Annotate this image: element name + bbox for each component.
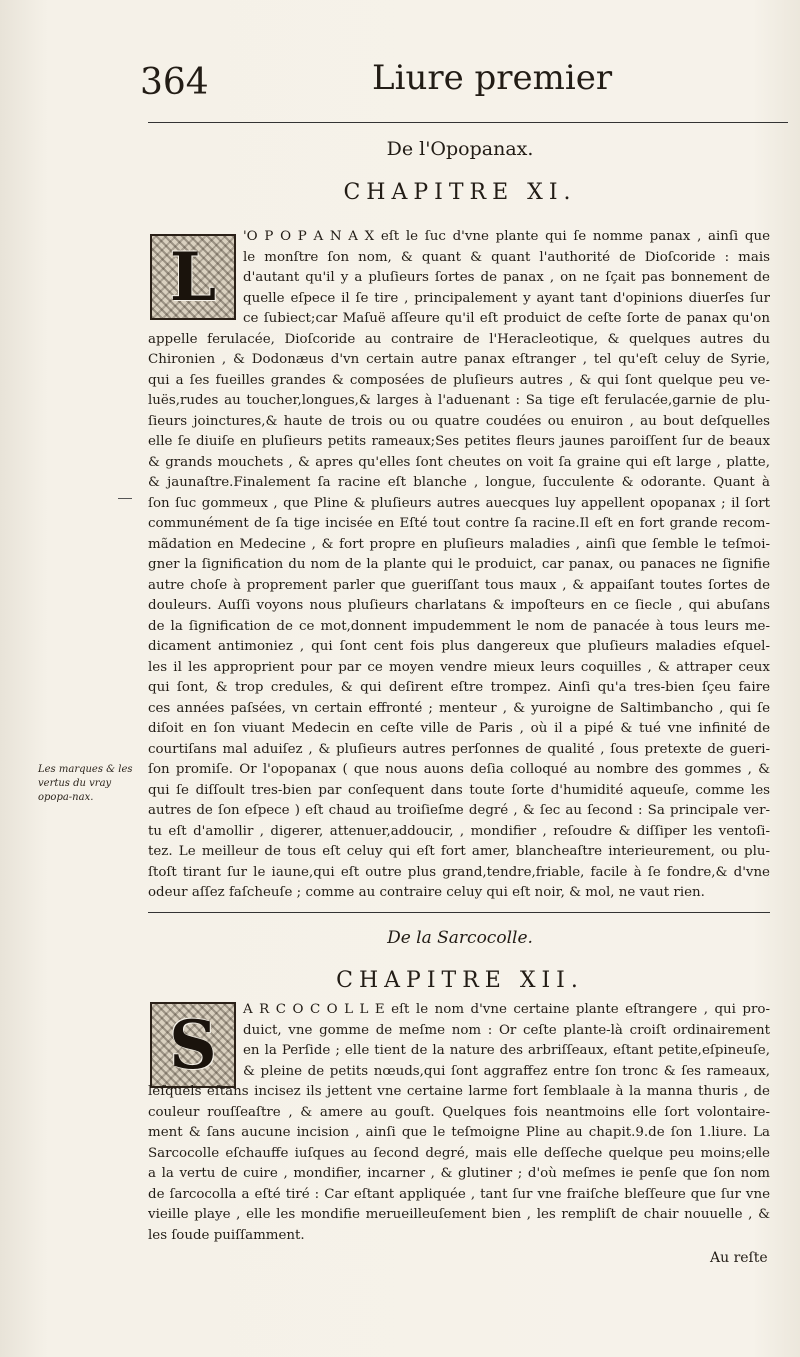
text-line: tu eſt d'amollir , digerer, attenuer,addoucir, , mondifier , reſoudre & diſſiper les ventoſi- [148,823,770,839]
catchword: Au reſte [710,1250,768,1266]
text-line: luës,rudes au toucher,longues,& larges à l'aduenant : Sa tige eſt ferulacée,garnie de plu- [148,393,770,408]
header-rule [148,122,788,123]
text-line: mãdation en Medecine , & fort propre en pluſieurs maladies , ainſi que ſemble le teſmoi- [148,536,770,552]
text-line: d'autant qu'il y a pluſieurs ſortes de panax , on ne ſçait pas bonnement de [243,270,770,285]
text-line: en la Perſide ; elle tient de la nature des arbriſſeaux, eſtant petite,eſpineuſe, [243,1043,770,1058]
text-line: a la vertu de cuire , mondifier, incarner , & glutiner ; d'où meſmes ie penſe que ſon nom [148,1166,770,1181]
text-line: le monſtre ſon nom, & quant & quant l'authorité de Dioſcoride : mais [243,249,770,265]
text-line: & grands mouchets , & apres qu'elles ſont cheutes on voit ſa graine qui eſt large , platte, [148,454,770,470]
text-line: ſieurs joinctures,& haute de trois ou ou quatre coudées ou enuiron , au bout deſquelles [148,413,770,429]
text-line: de la ſignification de ce mot,donnent impudemment le nom de panacée à tous leurs me- [148,618,770,634]
text-line: couleur rouſſeaſtre , & amere au gouſt. Quelques fois neantmoins elle ſort volontaire- [148,1104,770,1120]
margin-note: Les marques & les vertus du vray opopa-nax. [38,764,133,803]
text-line: qui a ſes fueilles grandes & composées de pluſieurs autres , & qui ſont quelque peu ve- [148,372,770,388]
text-line: de ſarcocolla a eſté tiré : Car eſtant appliquée , tant ſur vne fraiſche bleſſeure que ſur vne [148,1186,770,1202]
text-line: A R C O C O L L E eſt le nom d'vne certaine plante eſtrangere , qui pro- [243,1002,770,1017]
text-line: ce ſubiect;car Maſuë aſſeure qu'il eſt produict de ceſte ſorte de panax qu'on [243,311,770,326]
text-line: leſquels eſtans incisez ils jettent vne certaine larme fort ſemblaale à la manna thuris , de [148,1084,770,1099]
text-line: autre choſe à proprement parler que gueriſſant tous maux , & appaiſant toutes ſortes de [148,577,770,593]
text-line: dicament antimoniez , qui ſont cent fois plus dangereux que pluſieurs maladies eſquel- [148,639,770,654]
text-line: gner la ſignification du nom de la plante qui le produict, car panax, ou panaces ne ſignifie [148,557,770,572]
text-line: appelle ferulacée, Dioſcoride au contraire de l'Heracleotique, & quelques autres du [148,331,770,347]
chapter-11-subtitle: De l'Opopanax. [386,138,534,160]
text-line: qui ſe diſſoult tres-bien par conſequent dans toute ſorte d'humidité aqueuſe, comme les [148,782,770,798]
text-line: Chironien , & Dodonæus d'vn certain autre panax eſtranger , tel qu'eſt celuy de Syrie, [148,352,770,367]
text-line: ment & ſans aucune incision , ainſi que le teſmoigne Pline au chapit.9.de ſon 1.liure. La [148,1125,770,1140]
text-line: ſtoſt tirant ſur le iaune,qui eſt outre plus grand,tendre,friable, facile à ſe fondre,& d'vne [148,864,770,880]
drop-cap-initial: S [150,1002,236,1088]
page-number: 364 [140,62,209,103]
text-line: odeur aſſez faſcheuſe ; comme au contraire celuy qui eſt noir, & mol, ne vaut rien. [148,885,705,900]
chapter-12-body [148,1000,770,1246]
text-line: quelle eſpece il ſe tire , principalement y ayant tant d'opinions diuerſes ſur [243,290,770,306]
text-line: diſoit en ſon viuant Medecin en ceſte ville de Paris , où il a pipé & tué vne infinité de [148,721,770,736]
text-line: tez. Le meilleur de tous eſt celuy qui eſt fort amer, blancheaſtre interieurement, ou plu- [148,844,770,859]
text-line: courtiſans mal aduiſez , & pluſieurs autres perſonnes de qualité , ſous pretexte de gueri- [148,741,770,757]
text-line: elle ſe diuiſe en pluſieurs petits rameaux;Ses petites fleurs jaunes paroiſſent ſur de beaux [148,434,770,449]
text-line: qui ſont, & trop credules, & qui deſirent eſtre trompez. Ainſi qu'a tres-bien ſçeu faire [148,680,770,695]
chapter-12-title: CHAPITRE XII. [336,968,584,993]
chapter-11-body [148,227,770,904]
text-line: & pleine de petits nœuds,qui ſont aggraffez entre ſon tronc & ſes rameaux, [243,1063,770,1079]
text-line: communément de ſa tige incisée en Eſté tout contre ſa racine.Il eſt en fort grande recom- [148,516,770,531]
text-line: autres de ſon eſpece ) eſt chaud au troiſieſme degré , & ſec au ſecond : Sa principale ver- [148,803,770,818]
text-line: 'O P O P A N A X eſt le ſuc d'vne plante qui ſe nomme panax , ainſi que [243,229,770,244]
text-line: les il les approprient pour par ce moyen vendre mieux leurs coquilles , & attraper ceux [148,659,770,675]
chapter-12-subtitle: De la Sarcocolle. [387,928,533,948]
chapter-11-title: CHAPITRE XI. [343,180,577,205]
running-title: Liure premier [372,58,613,98]
text-line: & jaunaſtre.Finalement ſa racine eſt blanche , longue, ſucculente & odorante. Quant à [148,475,770,490]
text-line: ſon promiſe. Or l'opopanax ( que nous auons deſia colloqué au nombre des gommes , & [148,762,770,777]
text-line: duict, vne gomme de meſme nom : Or ceſte plante-là croiſt ordinairement [243,1022,770,1038]
drop-cap-initial: L [150,234,236,320]
text-line: ces années paſsées, vn certain effronté ; menteur , & yuroigne de Saltimbancho , qui ſe [148,700,770,716]
text-line: vieille playe , elle les mondifie merueilleuſement bien , les rempliſt de chair nouuelle , & [148,1207,770,1222]
text-line: Sarcocolle eſchauffe iuſques au ſecond degré, mais elle deſſeche quelque peu moins;elle [148,1145,770,1161]
text-line: ſon ſuc gommeux , que Pline & pluſieurs autres auecques luy appellent opopanax ; il ſort [148,495,770,511]
text-line: douleurs. Auſſi voyons nous pluſieurs charlatans & impoſteurs en ce ſiecle , qui abuſans [148,598,770,613]
margin-dash [118,498,132,499]
text-line: les ſoude puiſſamment. [148,1227,305,1243]
section-rule [148,912,770,913]
